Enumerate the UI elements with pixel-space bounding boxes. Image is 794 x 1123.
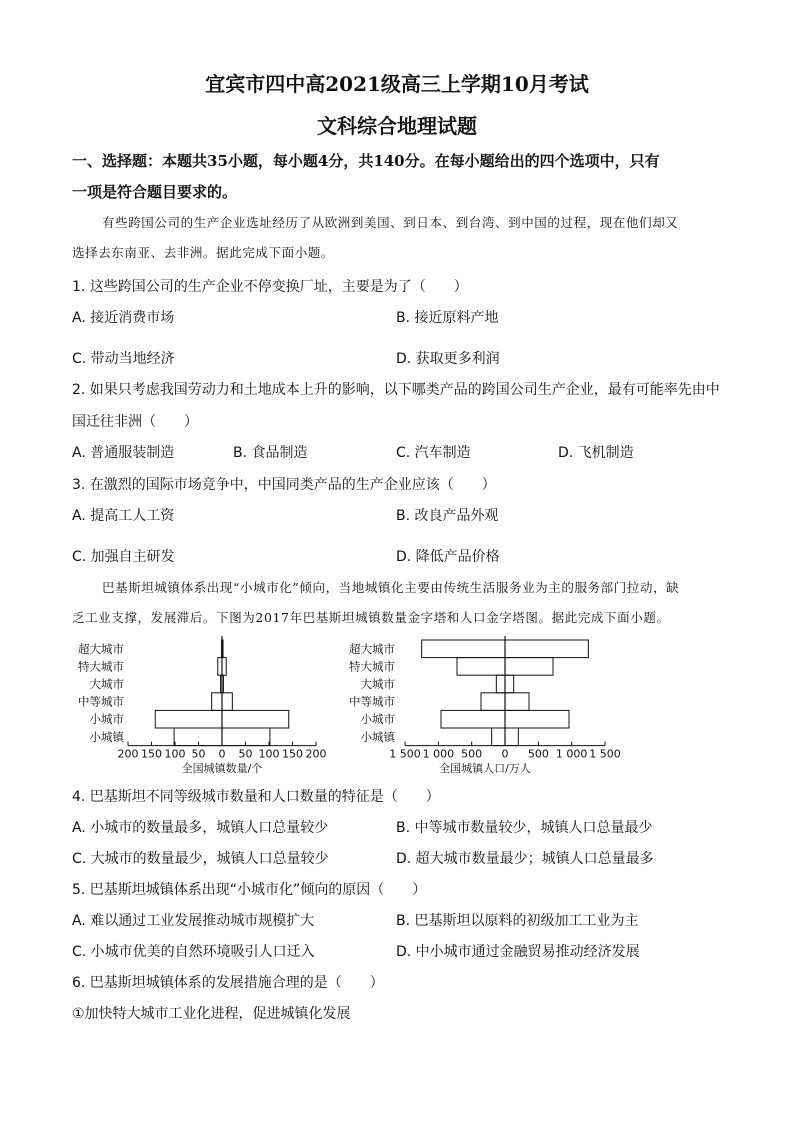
chart2-xlabel: 全国城镇人口/万人 bbox=[439, 762, 531, 775]
chart1-tick-label: 200 bbox=[117, 747, 139, 761]
section-heading-line2: 一项是符合题目要求的。 bbox=[72, 183, 238, 201]
intro2-line1: 巴基斯坦城镇体系出现“小城市化”倾向，当地城镇化主要由传统生活服务业为主的服务部门拉动，缺 bbox=[102, 580, 680, 595]
chart1-tick-label: 50 bbox=[238, 747, 253, 761]
chart2-category-label: 特大城市 bbox=[349, 659, 395, 674]
q5-option-d: D. 中小城市通过金融贸易推动经济发展 bbox=[396, 944, 640, 960]
q5-stem: 5. 巴基斯坦城镇体系出现“小城市化”倾向的原因（ ） bbox=[72, 882, 427, 898]
chart2-tick-label: 1 500 bbox=[589, 747, 621, 761]
chart1-tick-label: 50 bbox=[191, 747, 206, 761]
q2-stem-line2: 国迁往非洲（ ） bbox=[72, 414, 198, 430]
q4-option-d: D. 超大城市数量最少；城镇人口总量最多 bbox=[396, 851, 654, 867]
chart1-category-label: 大城市 bbox=[89, 677, 124, 691]
q1-stem: 1. 这些跨国公司的生产企业不停变换厂址，主要是为了（ ） bbox=[72, 279, 468, 295]
q3-option-b: B. 改良产品外观 bbox=[396, 508, 499, 524]
chart1-tick-label: 100 bbox=[164, 747, 186, 761]
q1-option-a: A. 接近消费市场 bbox=[72, 310, 175, 326]
chart1-category-label: 超大城市 bbox=[78, 641, 124, 656]
chart1-tick-label: 200 bbox=[305, 747, 327, 761]
chart1-xlabel: 全国城镇数量/个 bbox=[181, 762, 263, 775]
chart2-category-label: 大城市 bbox=[360, 677, 395, 691]
chart2-category-label: 中等城市 bbox=[349, 694, 395, 709]
chart1-tick-label: 100 bbox=[258, 747, 280, 761]
q5-option-b: B. 巴基斯坦以原料的初级加工工业为主 bbox=[396, 913, 639, 929]
q4-stem: 4. 巴基斯坦不同等级城市数量和人口数量的特征是（ ） bbox=[72, 789, 440, 805]
chart2-tick-label: 1 000 bbox=[555, 747, 588, 761]
intro1-line1: 有些跨国公司的生产企业选址经历了从欧洲到美国、到日本、到台湾、到中国的过程，现在他们却又 bbox=[102, 215, 679, 230]
q3-option-c: C. 加强自主研发 bbox=[72, 549, 175, 565]
intro2-line2: 乏工业支撑，发展滞后。下图为2017年巴基斯坦城镇数量金字塔和人口金字塔图。据此完成下面小题。 bbox=[72, 610, 670, 625]
q3-option-d: D. 降低产品价格 bbox=[396, 549, 500, 565]
q3-option-a: A. 提高工人工资 bbox=[72, 508, 175, 524]
chart2-category-label: 小城镇 bbox=[360, 729, 395, 744]
intro1-line2: 选择去东南亚、去非洲。据此完成下面小题。 bbox=[72, 245, 335, 260]
q2-option-c: C. 汽车制造 bbox=[396, 445, 471, 461]
section-heading-line1: 一、选择题：本题共35小题，每小题4分，共140分。在每小题给出的四个选项中，只有 bbox=[72, 152, 660, 170]
chart2-category-label: 小城市 bbox=[360, 712, 395, 727]
chart1-tick-label: 150 bbox=[141, 747, 162, 761]
chart1-tick-label: 150 bbox=[282, 747, 303, 761]
exam-subtitle: 文科综合地理试题 bbox=[317, 114, 477, 138]
chart1-category-label: 特大城市 bbox=[78, 659, 124, 674]
chart1-tick-label: 0 bbox=[218, 747, 226, 761]
q3-stem: 3. 在激烈的国际市场竞争中，中国同类产品的生产企业应该（ ） bbox=[72, 477, 496, 493]
q6-item1: ①加快特大城市工业化进程，促进城镇化发展 bbox=[72, 1006, 351, 1022]
town-population-pyramid-chart bbox=[335, 636, 635, 778]
q1-option-c: C. 带动当地经济 bbox=[72, 351, 175, 367]
chart1-category-label: 小城镇 bbox=[89, 729, 124, 744]
q4-option-b: B. 中等城市数量较少，城镇人口总量最少 bbox=[396, 820, 653, 836]
q1-option-b: B. 接近原料产地 bbox=[396, 310, 499, 326]
chart2-tick-label: 500 bbox=[461, 747, 483, 761]
chart2-tick-label: 1 500 bbox=[389, 747, 421, 761]
q4-option-a: A. 小城市的数量最多，城镇人口总量较少 bbox=[72, 820, 329, 836]
chart2-tick-label: 1 000 bbox=[422, 747, 455, 761]
town-count-pyramid-chart bbox=[60, 636, 335, 778]
q1-option-d: D. 获取更多利润 bbox=[396, 351, 500, 367]
chart1-category-label: 中等城市 bbox=[78, 694, 124, 709]
q2-option-b: B. 食品制造 bbox=[233, 445, 308, 461]
q5-option-a: A. 难以通过工业发展推动城市规模扩大 bbox=[72, 913, 315, 929]
q2-option-d: D. 飞机制造 bbox=[558, 445, 634, 461]
q2-option-a: A. 普通服装制造 bbox=[72, 445, 175, 461]
q4-option-c: C. 大城市的数量最少，城镇人口总量较少 bbox=[72, 851, 329, 867]
exam-title: 宜宾市四中高2021级高三上学期10月考试 bbox=[205, 72, 589, 96]
chart1-category-label: 小城市 bbox=[89, 712, 124, 727]
q2-stem-line1: 2. 如果只考虑我国劳动力和土地成本上升的影响，以下哪类产品的跨国公司生产企业，最有可能率先由中 bbox=[72, 382, 720, 398]
chart2-tick-label: 500 bbox=[527, 747, 549, 761]
q5-option-c: C. 小城市优美的自然环境吸引人口迁入 bbox=[72, 944, 315, 960]
chart2-tick-label: 0 bbox=[501, 747, 509, 761]
q6-stem: 6. 巴基斯坦城镇体系的发展措施合理的是（ ） bbox=[72, 975, 384, 991]
chart2-category-label: 超大城市 bbox=[349, 641, 395, 656]
